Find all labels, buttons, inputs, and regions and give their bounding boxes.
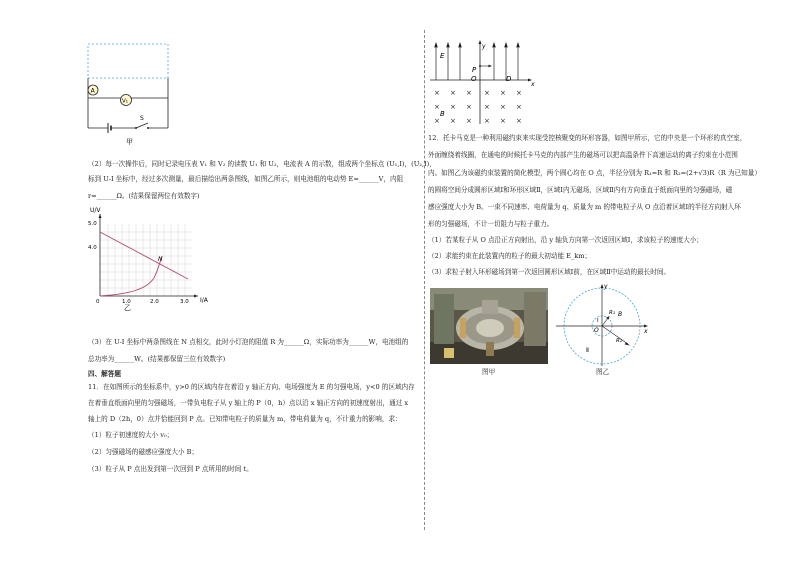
field-label-p: P [472, 66, 477, 74]
field-label-x: x [531, 81, 535, 88]
q12-line-1: 12．托卡马克是一种利用磁约束来实现受控核聚变的环形容器，如图甲所示，它的中央是一个环形的真空室， [428, 134, 747, 142]
figure-caption-yi: 乙 [124, 304, 131, 312]
diagram-label-o: O [594, 327, 599, 334]
q2-line-3: r=______Ω。(结果保留两位有效数字) [88, 192, 200, 200]
q12-sub-1: （1）若某粒子从 O 点沿正方向射出，沿 y 轴负方向第一次返回区域Ⅰ，求该粒子的速度大小； [428, 236, 703, 244]
x-tick-1: 1.0 [122, 299, 131, 305]
svg-text:×: × [450, 117, 456, 125]
svg-text:×: × [450, 89, 456, 97]
diagram-label-y: y [604, 283, 608, 290]
y-tick-5: 5.0 [88, 221, 97, 227]
x-tick-3: 3.0 [180, 299, 189, 305]
q12-sub-3: （3）求粒子射入环形磁场到第一次返回圆形区域Ⅰ前，在区域Ⅱ中运动的最长时间。 [428, 268, 671, 276]
svg-text:×: × [516, 117, 522, 125]
field-label-e: E [440, 52, 445, 60]
q11-sub-2: （2）匀强磁场的磁感应强度大小 B； [88, 448, 199, 456]
diagram-label-region-2: Ⅱ [586, 347, 589, 354]
diagram-caption: 图乙 [596, 368, 610, 376]
q12-line-4: 的圆将空间分成圆形区域Ⅰ和环形区域Ⅱ，区域Ⅰ内无磁场，区域Ⅱ内有方向垂直于纸面向里的匀强磁场，磁 [428, 186, 733, 194]
photo-caption: 图甲 [482, 368, 496, 376]
voltmeter-label: V₁ [122, 98, 128, 105]
svg-text:×: × [466, 103, 472, 111]
q12-line-2: 外面缠绕着线圈，在通电的时候托卡马克的内部产生的磁场可以把高温条件下高速运动的离子约束在小范围 [428, 151, 738, 159]
svg-text:×: × [466, 117, 472, 125]
graph-xlabel: I/A [200, 297, 208, 304]
y-tick-4: 4.0 [88, 245, 97, 251]
circuit-diagram [80, 40, 180, 150]
svg-text:×: × [450, 103, 456, 111]
q11-line-1: 11．在如图所示的坐标系中，y>0 的区域内存在着沿 y 轴正方向、电场强度为 E 的匀强电场，y<0 的区域内存 [88, 383, 415, 391]
q12-sub-2: （2）求能约束在此装置内的粒子的最大初动能 E_km； [428, 252, 592, 260]
field-label-y: y [482, 43, 486, 50]
svg-text:×: × [500, 89, 506, 97]
x-tick-0: 0 [96, 299, 100, 305]
q12-line-5: 感应强度大小为 B。一束不同速率、电荷量为 q、质量为 m 的带电粒子从 O 点沿着区域Ⅰ的半径方向射入环 [428, 203, 741, 211]
svg-text:×: × [434, 103, 440, 111]
section-title: 四、解答题 [88, 370, 121, 378]
q11-sub-3: （3）粒子从 P 点出发到第一次回到 P 点所用的时间 t。 [88, 465, 253, 473]
svg-text:×: × [484, 117, 490, 125]
svg-text:×: × [516, 89, 522, 97]
diagram-label-x: x [644, 328, 648, 335]
q11-sub-1: （1）粒子初速度的大小 v₀； [88, 431, 174, 439]
svg-text:×: × [500, 117, 506, 125]
ui-graph [88, 204, 218, 314]
q12-line-3: 内。如图乙为该磁约束装置的简化模型，两个圆心均在 O 点，半径分别为 R₁=R 和 R₂=(2+√3)R（R 为已知量） [428, 169, 761, 177]
tokamak-photo [430, 288, 548, 364]
svg-text:×: × [434, 117, 440, 125]
svg-text:×: × [500, 103, 506, 111]
q3-line-2: 总功率为______W。(结果都保留三位有效数字) [88, 355, 226, 363]
svg-text:×: × [466, 89, 472, 97]
field-diagram [426, 40, 546, 125]
field-label-o: O [471, 75, 477, 83]
q3-line-1: （3）在 U-I 坐标中两条图线在 N 点相交，此时小灯泡的阻值 R 为______Ω，实际功率为______W，电池组的 [88, 338, 409, 346]
column-divider [424, 30, 425, 530]
graph-ylabel: U/V [90, 207, 101, 214]
q12-line-6: 形的匀强磁场，不计一切阻力与粒子重力。 [428, 220, 554, 228]
q11-line-3: 轴上的 D（2h，0）点并恰能回到 P 点。已知带电粒子的质量为 m，带电荷量为 q，不计重力的影响，求： [88, 415, 402, 423]
magnetic-field-diagram [556, 282, 656, 368]
ammeter-label: A [90, 87, 95, 95]
x-tick-2: 2.0 [150, 299, 159, 305]
diagram-label-r1: R₁ [609, 310, 616, 316]
q2-line-1: （2）每一次操作后，同时记录电压表 V₁ 和 V₂ 的读数 U₁ 和 U₂，电流表 A 的示数，组成两个坐标点 (U₁,I)，(U₂,I)， [88, 160, 436, 168]
figure-caption-jia: 甲 [126, 138, 133, 146]
switch-icon [136, 123, 148, 128]
diagram-label-b: B [618, 311, 623, 318]
svg-text:×: × [516, 103, 522, 111]
q2-line-2: 标到 U-I 坐标中，经过多次测量，最后描绘出两条图线，如图乙所示，则电池组的电动势 E=______V，内阻 [88, 175, 404, 183]
field-label-d: D [506, 75, 512, 83]
diagram-label-r2: R₂ [616, 338, 623, 344]
field-label-b: B [440, 110, 445, 118]
diagram-label-region-1: Ⅰ [597, 318, 599, 324]
svg-text:×: × [484, 103, 490, 111]
svg-text:×: × [484, 89, 490, 97]
lamp-curve [100, 256, 162, 296]
svg-text:×: × [434, 89, 440, 97]
q11-line-2: 在着垂直纸面向里的匀强磁场，一带负电粒子从 y 轴上的 P（0，h）点以沿 x 轴正方向的初速度射出，通过 x [88, 399, 409, 407]
point-n-label: N [158, 256, 163, 263]
switch-label: S [140, 115, 144, 122]
